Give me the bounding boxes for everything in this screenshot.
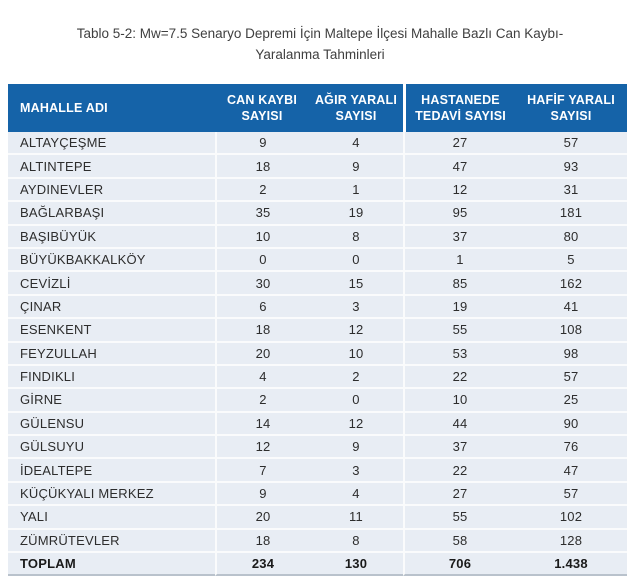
table-row (8, 413, 627, 436)
cell-severe-injury-count: 9 (309, 155, 403, 178)
cell-death-count: 18 (215, 319, 309, 342)
table-row (8, 389, 627, 412)
table-caption-line-2: Yaralanma Tahminleri (255, 47, 385, 62)
cell-hospital-treatment-count: 55 (403, 319, 515, 342)
table-row (8, 506, 627, 529)
cell-neighborhood-name: BAŞIBÜYÜK (8, 226, 215, 249)
table-row (8, 319, 627, 342)
header-neighborhood-name (8, 84, 215, 132)
table-row (8, 366, 627, 389)
cell-severe-injury-count: 15 (309, 272, 403, 295)
cell-hospital-treatment-count: 44 (403, 413, 515, 436)
table-row (8, 459, 627, 482)
cell-light-injury-count: 98 (515, 343, 627, 366)
table-row (8, 249, 627, 272)
cell-light-injury-count: 90 (515, 413, 627, 436)
cell-death-count: 14 (215, 413, 309, 436)
cell-light-injury-count: 57 (515, 366, 627, 389)
cell-hospital-treatment-count: 55 (403, 506, 515, 529)
cell-death-count: 6 (215, 296, 309, 319)
cell-severe-injury-count: 8 (309, 530, 403, 553)
cell-death-count: 10 (215, 226, 309, 249)
cell-light-injury-count: 47 (515, 459, 627, 482)
cell-death-count: 9 (215, 132, 309, 155)
total-deaths: 234 (215, 553, 309, 576)
table-row (8, 343, 627, 366)
cell-hospital-treatment-count: 58 (403, 530, 515, 553)
header-light-injury-count: HAFİF YARALI SAYISI (527, 93, 615, 123)
cell-severe-injury-count: 11 (309, 506, 403, 529)
cell-death-count: 7 (215, 459, 309, 482)
cell-death-count: 35 (215, 202, 309, 225)
cell-light-injury-count: 5 (515, 249, 627, 272)
cell-neighborhood-name: İDEALTEPE (8, 459, 215, 482)
cell-hospital-treatment-count: 10 (403, 389, 515, 412)
cell-neighborhood-name: ÇINAR (8, 296, 215, 319)
table-row (8, 179, 627, 202)
cell-light-injury-count: 41 (515, 296, 627, 319)
cell-severe-injury-count: 4 (309, 483, 403, 506)
table-row (8, 483, 627, 506)
header-death-count: CAN KAYBI SAYISI (226, 93, 298, 123)
cell-neighborhood-name: BÜYÜKBAKKALKÖY (8, 249, 215, 272)
cell-neighborhood-name: ALTINTEPE (8, 155, 215, 178)
total-severe-injuries: 130 (309, 553, 403, 576)
cell-light-injury-count: 181 (515, 202, 627, 225)
cell-hospital-treatment-count: 19 (403, 296, 515, 319)
cell-neighborhood-name: BAĞLARBAŞI (8, 202, 215, 225)
cell-neighborhood-name: ZÜMRÜTEVLER (8, 530, 215, 553)
cell-hospital-treatment-count: 95 (403, 202, 515, 225)
header-severe-injury-count: AĞIR YARALI SAYISI (314, 93, 398, 123)
cell-hospital-treatment-count: 53 (403, 343, 515, 366)
total-hospital-treatment: 706 (403, 553, 515, 576)
total-label: TOPLAM (8, 553, 215, 576)
table-caption (0, 23, 640, 65)
table-header-row (8, 84, 627, 132)
table-row (8, 155, 627, 178)
cell-death-count: 2 (215, 179, 309, 202)
cell-hospital-treatment-count: 1 (403, 249, 515, 272)
cell-severe-injury-count: 1 (309, 179, 403, 202)
cell-severe-injury-count: 19 (309, 202, 403, 225)
cell-hospital-treatment-count: 22 (403, 366, 515, 389)
cell-death-count: 2 (215, 389, 309, 412)
cell-light-injury-count: 93 (515, 155, 627, 178)
table-row (8, 132, 627, 155)
cell-death-count: 30 (215, 272, 309, 295)
cell-light-injury-count: 108 (515, 319, 627, 342)
cell-neighborhood-name: GÜLENSU (8, 413, 215, 436)
cell-severe-injury-count: 0 (309, 389, 403, 412)
cell-neighborhood-name: CEVİZLİ (8, 272, 215, 295)
table-body (8, 132, 627, 553)
cell-light-injury-count: 31 (515, 179, 627, 202)
table-row (8, 202, 627, 225)
cell-light-injury-count: 57 (515, 483, 627, 506)
cell-severe-injury-count: 10 (309, 343, 403, 366)
cell-severe-injury-count: 8 (309, 226, 403, 249)
cell-death-count: 9 (215, 483, 309, 506)
cell-severe-injury-count: 4 (309, 132, 403, 155)
table-caption-line-1: Tablo 5-2: Mw=7.5 Senaryo Depremi İçin Maltepe İlçesi Mahalle Bazlı Can Kaybı- (76, 26, 564, 41)
cell-death-count: 20 (215, 506, 309, 529)
table-row (8, 272, 627, 295)
cell-neighborhood-name: ALTAYÇEŞME (8, 132, 215, 155)
cell-light-injury-count: 102 (515, 506, 627, 529)
cell-hospital-treatment-count: 85 (403, 272, 515, 295)
cell-severe-injury-count: 2 (309, 366, 403, 389)
cell-hospital-treatment-count: 12 (403, 179, 515, 202)
cell-hospital-treatment-count: 27 (403, 483, 515, 506)
table-row (8, 296, 627, 319)
cell-light-injury-count: 128 (515, 530, 627, 553)
cell-light-injury-count: 80 (515, 226, 627, 249)
cell-light-injury-count: 162 (515, 272, 627, 295)
cell-hospital-treatment-count: 47 (403, 155, 515, 178)
header-hospital-treatment-count: HASTANEDE TEDAVİ SAYISI (403, 84, 515, 132)
table-row (8, 436, 627, 459)
cell-neighborhood-name: AYDINEVLER (8, 179, 215, 202)
cell-death-count: 20 (215, 343, 309, 366)
cell-severe-injury-count: 12 (309, 413, 403, 436)
cell-hospital-treatment-count: 37 (403, 226, 515, 249)
cell-light-injury-count: 57 (515, 132, 627, 155)
cell-neighborhood-name: GİRNE (8, 389, 215, 412)
cell-hospital-treatment-count: 22 (403, 459, 515, 482)
cell-hospital-treatment-count: 37 (403, 436, 515, 459)
cell-neighborhood-name: GÜLSUYU (8, 436, 215, 459)
cell-neighborhood-name: FINDIKLI (8, 366, 215, 389)
table-row (8, 530, 627, 553)
table-total-row (8, 553, 627, 576)
cell-severe-injury-count: 9 (309, 436, 403, 459)
cell-neighborhood-name: ESENKENT (8, 319, 215, 342)
cell-severe-injury-count: 3 (309, 459, 403, 482)
cell-death-count: 12 (215, 436, 309, 459)
cell-death-count: 18 (215, 530, 309, 553)
cell-light-injury-count: 25 (515, 389, 627, 412)
cell-severe-injury-count: 0 (309, 249, 403, 272)
header-neighborhood-name-label: MAHALLE ADI (20, 101, 108, 115)
cell-death-count: 18 (215, 155, 309, 178)
cell-death-count: 0 (215, 249, 309, 272)
cell-severe-injury-count: 12 (309, 319, 403, 342)
total-light-injuries: 1.438 (515, 553, 627, 576)
cell-death-count: 4 (215, 366, 309, 389)
cell-severe-injury-count: 3 (309, 296, 403, 319)
cell-hospital-treatment-count: 27 (403, 132, 515, 155)
table-row (8, 226, 627, 249)
cell-neighborhood-name: KÜÇÜKYALI MERKEZ (8, 483, 215, 506)
cell-neighborhood-name: YALI (8, 506, 215, 529)
cell-neighborhood-name: FEYZULLAH (8, 343, 215, 366)
cell-light-injury-count: 76 (515, 436, 627, 459)
casualty-table (8, 84, 627, 576)
